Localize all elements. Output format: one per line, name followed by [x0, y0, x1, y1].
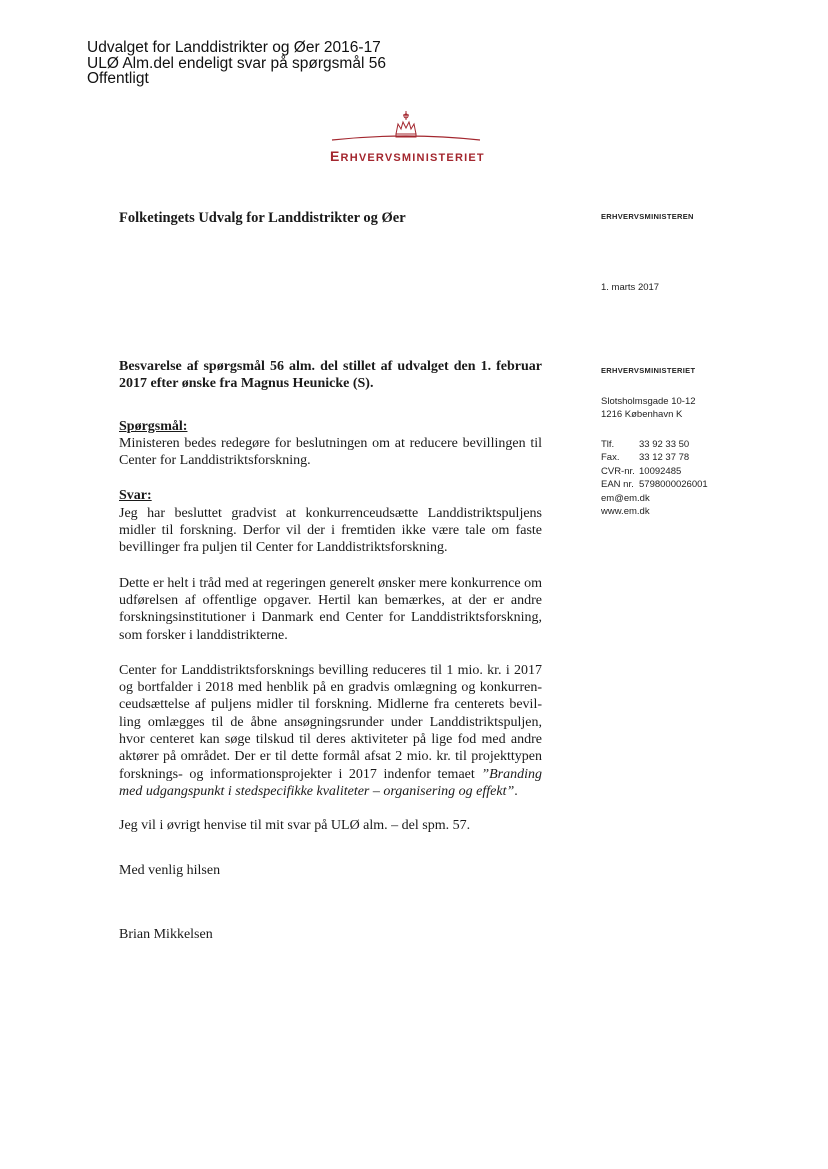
question-text: Ministeren bedes redegøre for beslutningen om at reducere bevillingen til Center for Landdistriktsforskning.: [119, 435, 542, 469]
document-stamp: [87, 40, 386, 87]
subject: Besvarelse af spørgsmål 56 alm. del stillet af udvalget den 1. februar 2017 efter ønske fra Magnus Heunicke (S).: [119, 359, 542, 392]
answer-paragraph-3: Center for Landdistriktsforsknings bevilling reduceres til 1 mio. kr. i 2017 og bortfalder i 2018 med henblik på en gradvis omlægning og konkurrenceudsættelse af puljens midler til forskning. Midlerne fra centerets bevilling omlægges til de åbne ansøgningsrunder under Landdistriktspuljen, hvor centeret kan søge tilskud til deres aktiviteter på lige fod med andre aktører på området. Der er til dette formål afsat 2 mio. kr. til projekttypen forsknings- og informationsprojekter i 2017 indenfor temaet ”Branding med udgangspunkt i stedspecifikke kvaliteter – organisering og effekt”.: [119, 662, 542, 799]
stamp-committee: Udvalget for Landdistrikter og Øer 2016-17: [87, 39, 381, 56]
contact-fax: Fax. 33 12 37 78: [601, 452, 690, 463]
address-city: 1216 København K: [601, 409, 683, 420]
stamp-reference: ULØ Alm.del endeligt svar på spørgsmål 56: [87, 54, 386, 72]
signature: Brian Mikkelsen: [119, 926, 213, 942]
answer-paragraph-4: Jeg vil i øvrigt henvise til mit svar på ULØ alm. – del spm. 57.: [119, 818, 471, 834]
contact-sidebar: [601, 364, 781, 519]
letter-body: [119, 358, 542, 943]
contact-cvr: CVR-nr. 10092485: [601, 465, 682, 477]
contact-email[interactable]: em@em.dk: [601, 492, 650, 504]
address-street: Slotsholmsgade 10-12: [601, 395, 696, 407]
answer-paragraph-2: Dette er helt i tråd med at regeringen generelt ønsker mere konkurrence om udførelsen af offentlige opgaver. Hertil kan bemærkes, at der er andre forskningsinstitutioner i Danmark end Center for Landdistriktsforskning, som forsker i landdistrikterne.: [119, 575, 542, 643]
theme-quote: ”Branding med udgangspunkt i stedspecifikke kvaliteter – organisering og effekt”: [119, 766, 542, 799]
question-heading: Spørgsmål:: [119, 418, 188, 434]
letter-date: 1. marts 2017: [601, 282, 660, 293]
address: [601, 395, 781, 422]
contact-ean: EAN nr. 5798000026001: [601, 479, 708, 490]
sender: ERHVERVSMINISTEREN: [601, 212, 694, 221]
answer-paragraph-1: Jeg har besluttet gradvist at konkurrenceudsætte Landdistriktspuljens midler til forskning. Derfor vil der i fremtiden ikke være tale om faste bevillinger fra puljen til Center for Landdistriktsforskning.: [119, 505, 542, 556]
crown-icon: [330, 110, 482, 144]
recipient: Folketingets Udvalg for Landdistrikter og Øer: [119, 210, 406, 226]
ministry-wordmark: ERHVERVSMINISTERIET: [330, 148, 485, 164]
contact-web[interactable]: www.em.dk: [601, 506, 650, 517]
stamp-status: Offentligt: [87, 70, 149, 87]
closing: Med venlig hilsen: [119, 862, 221, 878]
ministry-logo: [330, 110, 485, 164]
contact-phone: Tlf. 33 92 33 50: [601, 438, 690, 450]
sidebar-heading: ERHVERVSMINISTERIET: [601, 366, 696, 375]
answer-heading: Svar:: [119, 488, 152, 504]
